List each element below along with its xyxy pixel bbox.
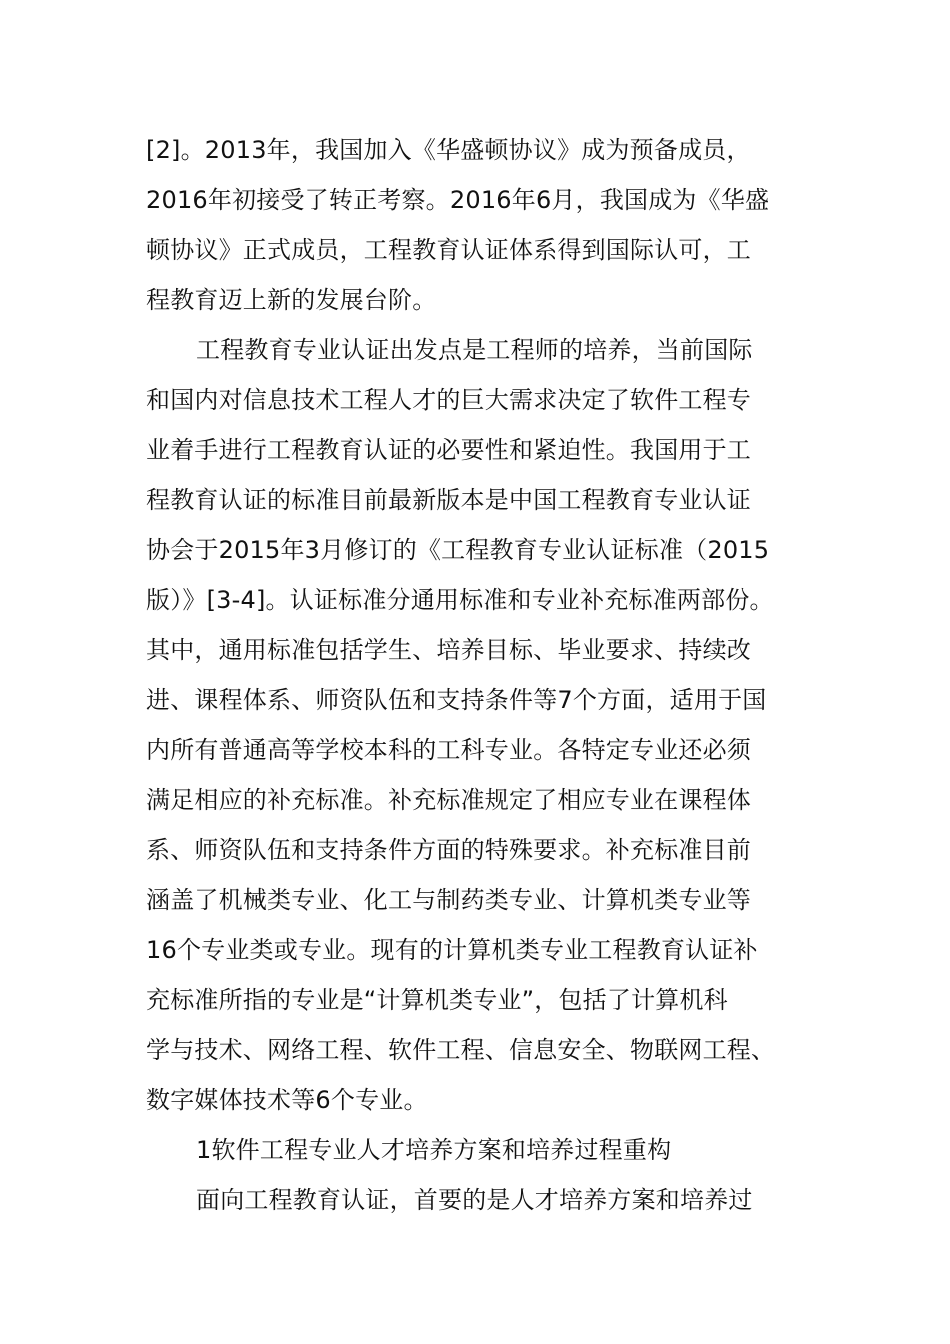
text-line: 涵盖了机械类专业、化工与制药类专业、计算机类专业等 bbox=[146, 886, 751, 914]
text-line: 业着手进行工程教育认证的必要性和紧迫性。我国用于工 bbox=[146, 436, 751, 464]
text-line: 2016年初接受了转正考察。2016年6月，我国成为《华盛 bbox=[146, 186, 770, 214]
text-line: 进、课程体系、师资队伍和支持条件等7个方面，适用于国 bbox=[146, 686, 767, 714]
text-line: 其中，通用标准包括学生、培养目标、毕业要求、持续改 bbox=[146, 636, 751, 664]
text-line: 程教育认证的标准目前最新版本是中国工程教育专业认证 bbox=[146, 486, 751, 514]
text-line: 充标准所指的专业是“计算机类专业”，包括了计算机科 bbox=[146, 986, 728, 1014]
text-line: 程教育迈上新的发展台阶。 bbox=[146, 286, 437, 314]
text-line: 系、师资队伍和支持条件方面的特殊要求。补充标准目前 bbox=[146, 836, 751, 864]
text-line: 内所有普通高等学校本科的工科专业。各特定专业还必须 bbox=[146, 736, 751, 764]
text-line: 满足相应的补充标准。补充标准规定了相应专业在课程体 bbox=[146, 786, 751, 814]
text-line: 学与技术、网络工程、软件工程、信息安全、物联网工程、 bbox=[146, 1036, 776, 1064]
text-line: 版）》[3-4]。认证标准分通用标准和专业补充标准两部份。 bbox=[146, 586, 774, 614]
text-line: 数字媒体技术等6个专业。 bbox=[146, 1086, 428, 1114]
paragraph-first-line: 面向工程教育认证，首要的是人才培养方案和培养过 bbox=[196, 1186, 753, 1214]
text-line: [2]。2013年，我国加入《华盛顿协议》成为预备成员， bbox=[146, 136, 751, 164]
paragraph-first-line: 工程教育专业认证出发点是工程师的培养，当前国际 bbox=[196, 336, 753, 364]
text-line: 和国内对信息技术工程人才的巨大需求决定了软件工程专 bbox=[146, 386, 751, 414]
text-line: 顿协议》正式成员，工程教育认证体系得到国际认可，工 bbox=[146, 236, 751, 264]
text-line: 16个专业类或专业。现有的计算机类专业工程教育认证补 bbox=[146, 936, 758, 964]
section-heading: 1软件工程专业人才培养方案和培养过程重构 bbox=[196, 1136, 672, 1164]
text-line: 协会于2015年3月修订的《工程教育专业认证标准（2015 bbox=[146, 536, 770, 564]
